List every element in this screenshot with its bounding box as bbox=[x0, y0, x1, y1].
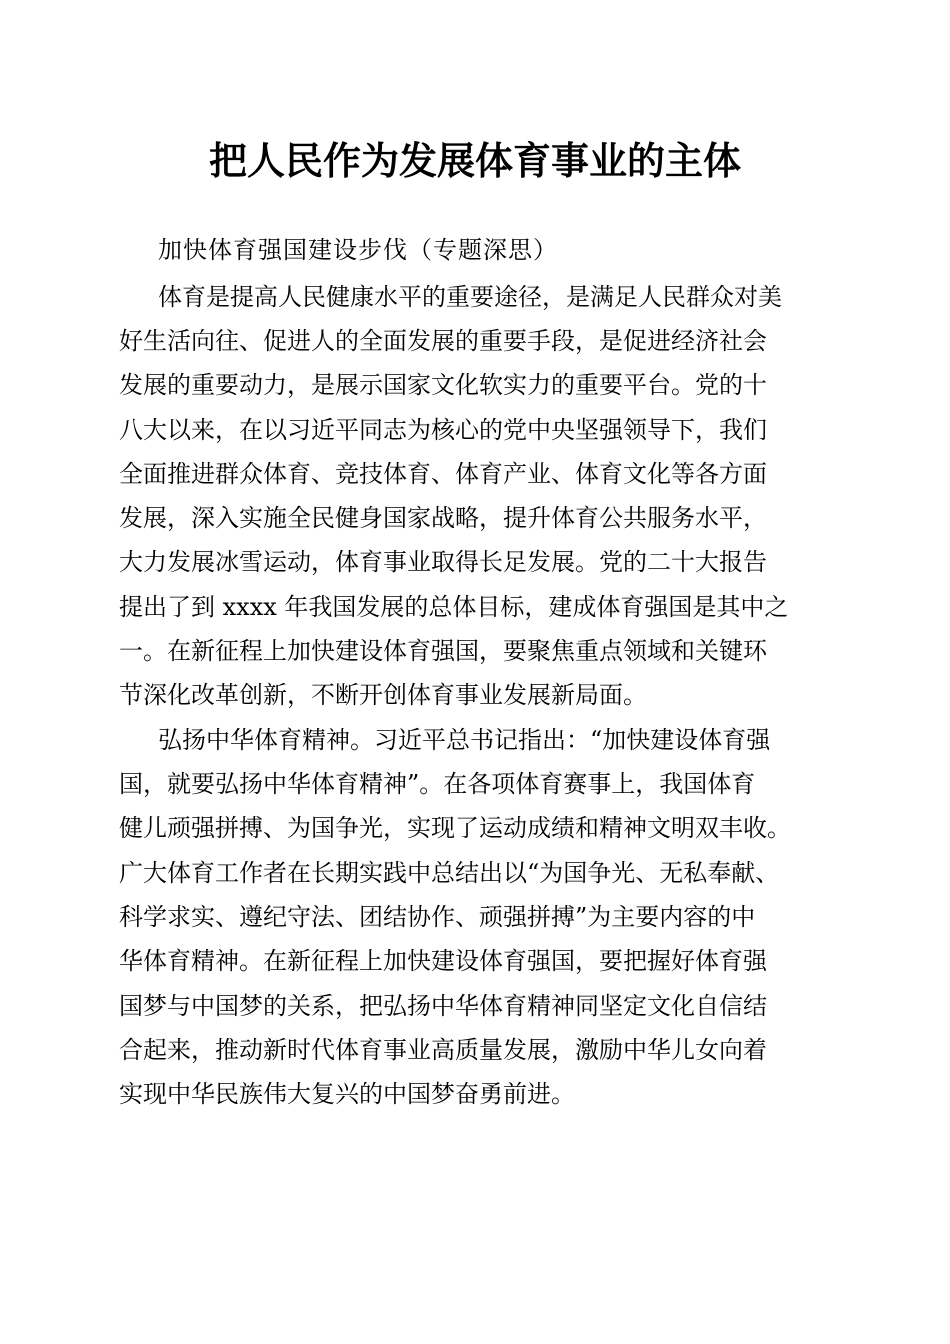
paragraph-line: 全面推进群众体育、竞技体育、体育产业、体育文化等各方面 bbox=[119, 460, 767, 488]
paragraph-line: 发展，深入实施全民健身国家战略，提升体育公共服务水平， bbox=[119, 504, 767, 532]
paragraph-line: 八大以来，在以习近平同志为核心的党中央坚强领导下，我们 bbox=[119, 416, 767, 444]
document-title: 把人民作为发展体育事业的主体 bbox=[208, 138, 741, 183]
paragraph-line: 一。在新征程上加快建设体育强国，要聚焦重点领域和关键环 bbox=[119, 637, 767, 665]
paragraph-line: 提出了到 xxxx 年我国发展的总体目标，建成体育强国是其中之 bbox=[119, 593, 789, 621]
paragraph-line: 华体育精神。在新征程上加快建设体育强国，要把握好体育强 bbox=[119, 947, 767, 975]
paragraph-line: 好生活向往、促进人的全面发展的重要手段，是促进经济社会 bbox=[119, 327, 767, 355]
paragraph-line: 合起来，推动新时代体育事业高质量发展，激励中华儿女向着 bbox=[119, 1036, 767, 1064]
paragraph-line: 节深化改革创新，不断开创体育事业发展新局面。 bbox=[119, 681, 647, 709]
paragraph-line: 国，就要弘扬中华体育精神”。在各项体育赛事上，我国体育 bbox=[119, 770, 756, 798]
paragraph-line: 弘扬中华体育精神。习近平总书记指出：“加快建设体育强 bbox=[158, 726, 771, 754]
paragraph-line: 健儿顽强拼搏、为国争光，实现了运动成绩和精神文明双丰收。 bbox=[119, 814, 791, 842]
paragraph-line: 发展的重要动力，是展示国家文化软实力的重要平台。党的十 bbox=[119, 371, 767, 399]
paragraph-line: 体育是提高人民健康水平的重要途径，是满足人民群众对美 bbox=[158, 283, 782, 311]
document-subtitle: 加快体育强国建设步伐（专题深思） bbox=[158, 236, 558, 264]
paragraph-line: 广大体育工作者在长期实践中总结出以“为国争光、无私奉献、 bbox=[119, 859, 780, 887]
paragraph-line: 实现中华民族伟大复兴的中国梦奋勇前进。 bbox=[119, 1080, 575, 1108]
paragraph-line: 国梦与中国梦的关系，把弘扬中华体育精神同坚定文化自信结 bbox=[119, 992, 767, 1020]
paragraph-line: 大力发展冰雪运动，体育事业取得长足发展。党的二十大报告 bbox=[119, 548, 767, 576]
paragraph-line: 科学求实、遵纪守法、团结协作、顽强拼搏”为主要内容的中 bbox=[119, 903, 756, 931]
